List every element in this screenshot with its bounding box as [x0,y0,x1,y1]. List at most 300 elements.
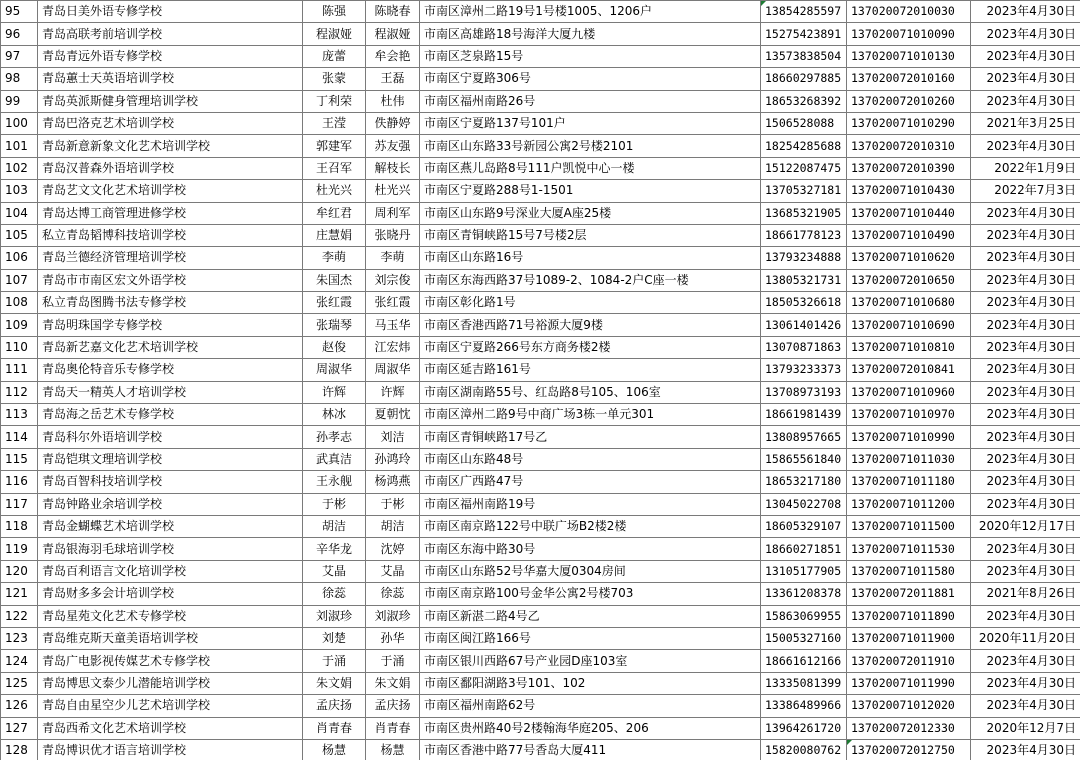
school-address-cell[interactable]: 市南区山东路33号新园公寓2号楼2101 [420,135,761,157]
phone-number-cell[interactable]: 15122087475 [761,157,847,179]
phone-number-cell[interactable]: 13105177905 [761,560,847,582]
principal-name-cell[interactable]: 刘宗俊 [366,269,420,291]
license-number-cell[interactable]: 137020071010690 [847,314,971,336]
phone-number-cell[interactable]: 18653268392 [761,90,847,112]
legal-representative-cell[interactable]: 庄慧娟 [303,224,366,246]
legal-representative-cell[interactable]: 李萌 [303,247,366,269]
principal-name-cell[interactable]: 朱文娟 [366,672,420,694]
principal-name-cell[interactable]: 杨慧 [366,739,420,760]
expiry-date-cell[interactable]: 2023年4月30日 [971,336,1080,358]
license-number-cell[interactable]: 137020072011881 [847,583,971,605]
school-address-cell[interactable]: 市南区香港中路77号香岛大厦411 [420,739,761,760]
license-number-cell[interactable]: 137020072012330 [847,717,971,739]
row-number-cell[interactable]: 96 [1,23,38,45]
expiry-date-cell[interactable]: 2022年1月9日 [971,157,1080,179]
table-row [1,1,1080,23]
principal-name-cell[interactable]: 马玉华 [366,314,420,336]
row-number-cell[interactable]: 119 [1,538,38,560]
cell-error-indicator [761,1,766,6]
legal-representative-cell[interactable]: 庞蕾 [303,45,366,67]
principal-name-cell[interactable]: 张晓丹 [366,224,420,246]
school-name-cell[interactable]: 青岛蕙士天英语培训学校 [38,68,303,90]
license-number-cell[interactable]: 137020072010310 [847,135,971,157]
expiry-date-cell[interactable]: 2023年4月30日 [971,45,1080,67]
legal-representative-cell[interactable]: 王召军 [303,157,366,179]
table-row [1,560,1080,582]
phone-number-cell[interactable]: 13361208378 [761,583,847,605]
table-row [1,538,1080,560]
phone-number-cell[interactable]: 1506528088 [761,112,847,134]
license-number-cell[interactable]: 137020071011900 [847,627,971,649]
principal-name-cell[interactable]: 胡洁 [366,515,420,537]
phone-number-cell[interactable]: 18254285688 [761,135,847,157]
row-number-cell[interactable]: 113 [1,404,38,426]
school-address-cell[interactable]: 市南区闽江路166号 [420,627,761,649]
row-number-cell[interactable]: 97 [1,45,38,67]
principal-name-cell[interactable]: 孟庆扬 [366,695,420,717]
school-address-cell[interactable]: 市南区山东路52号华嘉大厦0304房间 [420,560,761,582]
school-address-cell[interactable]: 市南区青铜峡路17号乙 [420,426,761,448]
school-address-cell[interactable]: 市南区新湛二路4号乙 [420,605,761,627]
school-name-cell[interactable]: 青岛百智科技培训学校 [38,471,303,493]
license-number-cell[interactable]: 137020071011500 [847,515,971,537]
license-number-cell[interactable]: 137020071010620 [847,247,971,269]
license-number-cell[interactable]: 137020071011990 [847,672,971,694]
expiry-date-cell[interactable]: 2023年4月30日 [971,672,1080,694]
row-number-cell[interactable]: 124 [1,650,38,672]
license-number-cell[interactable]: 137020071011180 [847,471,971,493]
school-name-cell[interactable]: 青岛汉普森外语培训学校 [38,157,303,179]
principal-name-cell[interactable]: 陈晓春 [366,1,420,23]
school-address-cell[interactable]: 市南区银川西路67号产业园D座103室 [420,650,761,672]
expiry-date-cell[interactable]: 2023年4月30日 [971,292,1080,314]
principal-name-cell[interactable]: 于彬 [366,493,420,515]
expiry-date-cell[interactable]: 2023年4月30日 [971,202,1080,224]
phone-number-cell[interactable]: 15820080762 [761,739,847,760]
row-number-cell[interactable]: 101 [1,135,38,157]
license-number-cell[interactable]: 137020071010090 [847,23,971,45]
legal-representative-cell[interactable]: 赵俊 [303,336,366,358]
legal-representative-cell[interactable]: 杨慧 [303,739,366,760]
principal-name-cell[interactable]: 张红霞 [366,292,420,314]
school-address-cell[interactable]: 市南区贵州路40号2楼翰海华庭205、206 [420,717,761,739]
phone-number-cell[interactable]: 13705327181 [761,180,847,202]
legal-representative-cell[interactable]: 陈强 [303,1,366,23]
school-name-cell[interactable]: 青岛高联考前培训学校 [38,23,303,45]
school-address-cell[interactable]: 市南区香港西路71号裕源大厦9楼 [420,314,761,336]
principal-name-cell[interactable]: 肖青春 [366,717,420,739]
school-name-cell[interactable]: 青岛艺文文化艺术培训学校 [38,180,303,202]
table-row [1,224,1080,246]
row-number-cell[interactable]: 116 [1,471,38,493]
license-number-cell[interactable]: 137020072010841 [847,359,971,381]
row-number-cell[interactable]: 103 [1,180,38,202]
expiry-date-cell[interactable]: 2021年3月25日 [971,112,1080,134]
phone-number-cell[interactable]: 18660271851 [761,538,847,560]
legal-representative-cell[interactable]: 孟庆扬 [303,695,366,717]
table-row [1,202,1080,224]
phone-number-cell[interactable]: 18661612166 [761,650,847,672]
legal-representative-cell[interactable]: 肖青春 [303,717,366,739]
legal-representative-cell[interactable]: 林冰 [303,404,366,426]
row-number-cell[interactable]: 107 [1,269,38,291]
expiry-date-cell[interactable]: 2023年4月30日 [971,650,1080,672]
school-name-cell[interactable]: 青岛天一精英人才培训学校 [38,381,303,403]
legal-representative-cell[interactable]: 许辉 [303,381,366,403]
school-address-cell[interactable]: 市南区福州南路62号 [420,695,761,717]
license-number-cell[interactable]: 137020071010440 [847,202,971,224]
license-number-cell[interactable]: 137020071011580 [847,560,971,582]
phone-number-cell[interactable]: 13805321731 [761,269,847,291]
license-number-cell[interactable]: 137020071010490 [847,224,971,246]
expiry-date-cell[interactable]: 2023年4月30日 [971,471,1080,493]
legal-representative-cell[interactable]: 王永舰 [303,471,366,493]
table-row [1,739,1080,760]
principal-name-cell[interactable]: 周淑华 [366,359,420,381]
school-name-cell[interactable]: 青岛新艺嘉文化艺术培训学校 [38,336,303,358]
school-address-cell[interactable]: 市南区东海西路37号1089-2、1084-2户C座一楼 [420,269,761,291]
license-number-cell[interactable]: 137020071012020 [847,695,971,717]
school-address-cell[interactable]: 市南区芝泉路15号 [420,45,761,67]
principal-name-cell[interactable]: 杜伟 [366,90,420,112]
row-number-cell[interactable]: 122 [1,605,38,627]
principal-name-cell[interactable]: 杨鸿燕 [366,471,420,493]
expiry-date-cell[interactable]: 2023年4月30日 [971,135,1080,157]
license-number-cell[interactable]: 137020071010990 [847,426,971,448]
phone-number-cell[interactable]: 13708973193 [761,381,847,403]
phone-number-cell[interactable]: 13045022708 [761,493,847,515]
school-name-cell[interactable]: 青岛财多多会计培训学校 [38,583,303,605]
table-row [1,180,1080,202]
expiry-date-cell[interactable]: 2023年4月30日 [971,739,1080,760]
principal-name-cell[interactable]: 艾晶 [366,560,420,582]
principal-name-cell[interactable]: 夏朝忱 [366,404,420,426]
license-number-cell[interactable]: 137020071010960 [847,381,971,403]
principal-name-cell[interactable]: 于涌 [366,650,420,672]
legal-representative-cell[interactable]: 朱文娟 [303,672,366,694]
school-address-cell[interactable]: 市南区福州南路19号 [420,493,761,515]
expiry-date-cell[interactable]: 2023年4月30日 [971,90,1080,112]
row-number-cell[interactable]: 108 [1,292,38,314]
school-name-cell[interactable]: 青岛英派斯健身管理培训学校 [38,90,303,112]
school-address-cell[interactable]: 市南区广西路47号 [420,471,761,493]
legal-representative-cell[interactable]: 周淑华 [303,359,366,381]
license-number-cell[interactable]: 137020071010810 [847,336,971,358]
principal-name-cell[interactable]: 孙鸿玲 [366,448,420,470]
phone-number-cell[interactable]: 13386489966 [761,695,847,717]
school-address-cell[interactable]: 市南区南京路100号金华公寓2号楼703 [420,583,761,605]
school-address-cell[interactable]: 市南区宁夏路288号1-1501 [420,180,761,202]
row-number-cell[interactable]: 114 [1,426,38,448]
phone-number-cell[interactable]: 13335081399 [761,672,847,694]
license-number-cell[interactable]: 137020071010680 [847,292,971,314]
school-name-cell[interactable]: 青岛广电影视传媒艺术专修学校 [38,650,303,672]
row-number-cell[interactable]: 105 [1,224,38,246]
license-number-cell[interactable]: 137020071011200 [847,493,971,515]
principal-name-cell[interactable]: 程淑娅 [366,23,420,45]
row-number-cell[interactable]: 112 [1,381,38,403]
expiry-date-cell[interactable]: 2023年4月30日 [971,448,1080,470]
legal-representative-cell[interactable]: 王滢 [303,112,366,134]
expiry-date-cell[interactable]: 2023年4月30日 [971,695,1080,717]
principal-name-cell[interactable]: 刘淑珍 [366,605,420,627]
legal-representative-cell[interactable]: 牟红君 [303,202,366,224]
table-row [1,112,1080,134]
expiry-date-cell[interactable]: 2023年4月30日 [971,1,1080,23]
expiry-date-cell[interactable]: 2023年4月30日 [971,314,1080,336]
table-row [1,605,1080,627]
school-name-cell[interactable]: 青岛西希文化艺术培训学校 [38,717,303,739]
school-address-cell[interactable]: 市南区鄱阳湖路3号101、102 [420,672,761,694]
legal-representative-cell[interactable]: 朱国杰 [303,269,366,291]
table-row [1,672,1080,694]
school-name-cell[interactable]: 私立青岛图腾书法专修学校 [38,292,303,314]
principal-name-cell[interactable]: 解枝长 [366,157,420,179]
school-name-cell[interactable]: 青岛市市南区宏文外语学校 [38,269,303,291]
school-name-cell[interactable]: 青岛维克斯天童美语培训学校 [38,627,303,649]
expiry-date-cell[interactable]: 2020年11月20日 [971,627,1080,649]
school-address-cell[interactable]: 市南区漳州二路9号中商广场3栋一单元301 [420,404,761,426]
school-address-cell[interactable]: 市南区湖南路55号、红岛路8号105、106室 [420,381,761,403]
school-name-cell[interactable]: 私立青岛韬博科技培训学校 [38,224,303,246]
license-number-cell[interactable]: 137020071010290 [847,112,971,134]
school-address-cell[interactable]: 市南区彰化路1号 [420,292,761,314]
license-number-cell[interactable]: 137020071011890 [847,605,971,627]
expiry-date-cell[interactable]: 2022年7月3日 [971,180,1080,202]
row-number-cell[interactable]: 95 [1,1,38,23]
school-name-cell[interactable]: 青岛自由星空少儿艺术培训学校 [38,695,303,717]
row-number-cell[interactable]: 110 [1,336,38,358]
phone-number-cell[interactable]: 13964261720 [761,717,847,739]
school-name-cell[interactable]: 青岛金蝴蝶艺术培训学校 [38,515,303,537]
principal-name-cell[interactable]: 李萌 [366,247,420,269]
school-name-cell[interactable]: 青岛达博工商管理进修学校 [38,202,303,224]
school-address-cell[interactable]: 市南区南京路122号中联广场B2楼2楼 [420,515,761,537]
row-number-cell[interactable]: 111 [1,359,38,381]
phone-number-cell[interactable]: 15865561840 [761,448,847,470]
principal-name-cell[interactable]: 杜光兴 [366,180,420,202]
school-address-cell[interactable]: 市南区燕儿岛路8号111户凯悦中心一楼 [420,157,761,179]
expiry-date-cell[interactable]: 2020年12月17日 [971,515,1080,537]
school-name-cell[interactable]: 青岛明珠国学专修学校 [38,314,303,336]
row-number-cell[interactable]: 102 [1,157,38,179]
school-name-cell[interactable]: 青岛奥伦特音乐专修学校 [38,359,303,381]
school-name-cell[interactable]: 青岛博思文泰少儿潜能培训学校 [38,672,303,694]
expiry-date-cell[interactable]: 2020年12月7日 [971,717,1080,739]
license-number-cell[interactable]: 137020071011530 [847,538,971,560]
cell-error-indicator [847,740,852,745]
phone-number-cell[interactable]: 13793234888 [761,247,847,269]
phone-number-cell[interactable]: 18661778123 [761,224,847,246]
school-address-cell[interactable]: 市南区山东路16号 [420,247,761,269]
row-number-cell[interactable]: 128 [1,739,38,760]
table-row [1,157,1080,179]
principal-name-cell[interactable]: 沈婷 [366,538,420,560]
principal-name-cell[interactable]: 江宏炜 [366,336,420,358]
legal-representative-cell[interactable]: 徐蕊 [303,583,366,605]
school-address-cell[interactable]: 市南区山东路9号深业大厦A座25楼 [420,202,761,224]
school-name-cell[interactable]: 青岛科尔外语培训学校 [38,426,303,448]
expiry-date-cell[interactable]: 2023年4月30日 [971,560,1080,582]
table-row [1,292,1080,314]
row-number-cell[interactable]: 117 [1,493,38,515]
row-number-cell[interactable]: 109 [1,314,38,336]
school-name-cell[interactable]: 青岛星苑文化艺术专修学校 [38,605,303,627]
school-name-cell[interactable]: 青岛百利语言文化培训学校 [38,560,303,582]
row-number-cell[interactable]: 99 [1,90,38,112]
phone-number-cell[interactable]: 15275423891 [761,23,847,45]
phone-number-cell[interactable]: 13854285597 [761,1,847,23]
license-number-cell[interactable]: 137020072010160 [847,68,971,90]
expiry-date-cell[interactable]: 2023年4月30日 [971,538,1080,560]
legal-representative-cell[interactable]: 杜光兴 [303,180,366,202]
phone-number-cell[interactable]: 15005327160 [761,627,847,649]
row-number-cell[interactable]: 118 [1,515,38,537]
school-address-cell[interactable]: 市南区青铜峡路15号7号楼2层 [420,224,761,246]
row-number-cell[interactable]: 100 [1,112,38,134]
principal-name-cell[interactable]: 苏友强 [366,135,420,157]
legal-representative-cell[interactable]: 武真洁 [303,448,366,470]
principal-name-cell[interactable]: 牟会艳 [366,45,420,67]
license-number-cell[interactable]: 137020072010260 [847,90,971,112]
row-number-cell[interactable]: 121 [1,583,38,605]
legal-representative-cell[interactable]: 张红霞 [303,292,366,314]
school-name-cell[interactable]: 青岛博识优才语言培训学校 [38,739,303,760]
legal-representative-cell[interactable]: 辛华龙 [303,538,366,560]
table-row [1,650,1080,672]
table-row [1,695,1080,717]
phone-number-cell[interactable]: 13793233373 [761,359,847,381]
expiry-date-cell[interactable]: 2023年4月30日 [971,493,1080,515]
expiry-date-cell[interactable]: 2023年4月30日 [971,247,1080,269]
table-row [1,45,1080,67]
license-number-cell[interactable]: 137020071010970 [847,404,971,426]
table-row [1,381,1080,403]
phone-number-cell[interactable]: 18605329107 [761,515,847,537]
phone-number-cell[interactable]: 13573838504 [761,45,847,67]
principal-name-cell[interactable]: 徐蕊 [366,583,420,605]
school-name-cell[interactable]: 青岛青远外语专修学校 [38,45,303,67]
phone-number-cell[interactable]: 13061401426 [761,314,847,336]
school-address-cell[interactable]: 市南区宁夏路137号101户 [420,112,761,134]
school-name-cell[interactable]: 青岛新意新象文化艺术培训学校 [38,135,303,157]
table-row [1,426,1080,448]
row-number-cell[interactable]: 115 [1,448,38,470]
legal-representative-cell[interactable]: 刘楚 [303,627,366,649]
principal-name-cell[interactable]: 孙华 [366,627,420,649]
phone-number-cell[interactable]: 15863069955 [761,605,847,627]
legal-representative-cell[interactable]: 孙孝志 [303,426,366,448]
legal-representative-cell[interactable]: 于彬 [303,493,366,515]
principal-name-cell[interactable]: 佚静婷 [366,112,420,134]
phone-number-cell[interactable]: 13685321905 [761,202,847,224]
phone-number-cell[interactable]: 18661981439 [761,404,847,426]
school-address-cell[interactable]: 市南区东海中路30号 [420,538,761,560]
license-number-cell[interactable]: 137020071010130 [847,45,971,67]
row-number-cell[interactable]: 106 [1,247,38,269]
school-address-cell[interactable]: 市南区宁夏路266号东方商务楼2楼 [420,336,761,358]
expiry-date-cell[interactable]: 2023年4月30日 [971,404,1080,426]
school-address-cell[interactable]: 市南区宁夏路306号 [420,68,761,90]
phone-number-cell[interactable]: 13808957665 [761,426,847,448]
row-number-cell[interactable]: 125 [1,672,38,694]
legal-representative-cell[interactable]: 郭建军 [303,135,366,157]
phone-number-cell[interactable]: 18660297885 [761,68,847,90]
legal-representative-cell[interactable]: 张瑞琴 [303,314,366,336]
principal-name-cell[interactable]: 许辉 [366,381,420,403]
expiry-date-cell[interactable]: 2023年4月30日 [971,605,1080,627]
legal-representative-cell[interactable]: 艾晶 [303,560,366,582]
school-name-cell[interactable]: 青岛钟路业余培训学校 [38,493,303,515]
principal-name-cell[interactable]: 周利军 [366,202,420,224]
expiry-date-cell[interactable]: 2023年4月30日 [971,426,1080,448]
table-row [1,269,1080,291]
license-number-cell[interactable]: 137020072011910 [847,650,971,672]
phone-number-cell[interactable]: 18653217180 [761,471,847,493]
row-number-cell[interactable]: 104 [1,202,38,224]
license-number-cell[interactable]: 137020072012750 [847,739,971,760]
school-address-cell[interactable]: 市南区延吉路161号 [420,359,761,381]
legal-representative-cell[interactable]: 张蒙 [303,68,366,90]
row-number-cell[interactable]: 98 [1,68,38,90]
school-name-cell[interactable]: 青岛银海羽毛球培训学校 [38,538,303,560]
table-row [1,627,1080,649]
expiry-date-cell[interactable]: 2023年4月30日 [971,68,1080,90]
expiry-date-cell[interactable]: 2023年4月30日 [971,23,1080,45]
school-name-cell[interactable]: 青岛海之岳艺术专修学校 [38,404,303,426]
table-row [1,471,1080,493]
school-name-cell[interactable]: 青岛巴洛克艺术培训学校 [38,112,303,134]
legal-representative-cell[interactable]: 丁利荣 [303,90,366,112]
table-row [1,135,1080,157]
phone-number-cell[interactable]: 18505326618 [761,292,847,314]
school-name-cell[interactable]: 青岛兰德经济管理培训学校 [38,247,303,269]
table-row [1,90,1080,112]
principal-name-cell[interactable]: 刘洁 [366,426,420,448]
table-row [1,23,1080,45]
license-number-cell[interactable]: 137020071011030 [847,448,971,470]
expiry-date-cell[interactable]: 2023年4月30日 [971,269,1080,291]
phone-number-cell[interactable]: 13070871863 [761,336,847,358]
expiry-date-cell[interactable]: 2023年4月30日 [971,359,1080,381]
license-number-cell[interactable]: 137020072010390 [847,157,971,179]
table-row [1,336,1080,358]
row-number-cell[interactable]: 127 [1,717,38,739]
principal-name-cell[interactable]: 王磊 [366,68,420,90]
row-number-cell[interactable]: 126 [1,695,38,717]
row-number-cell[interactable]: 123 [1,627,38,649]
table-row [1,247,1080,269]
school-address-cell[interactable]: 市南区高雄路18号海洋大厦九楼 [420,23,761,45]
expiry-date-cell[interactable]: 2023年4月30日 [971,224,1080,246]
school-address-cell[interactable]: 市南区福州南路26号 [420,90,761,112]
legal-representative-cell[interactable]: 程淑娅 [303,23,366,45]
legal-representative-cell[interactable]: 胡洁 [303,515,366,537]
school-address-cell[interactable]: 市南区漳州二路19号1号楼1005、1206户 [420,1,761,23]
license-number-cell[interactable]: 137020072010030 [847,1,971,23]
license-number-cell[interactable]: 137020071010430 [847,180,971,202]
school-address-cell[interactable]: 市南区山东路48号 [420,448,761,470]
legal-representative-cell[interactable]: 于涌 [303,650,366,672]
school-name-cell[interactable]: 青岛日美外语专修学校 [38,1,303,23]
license-number-cell[interactable]: 137020072010650 [847,269,971,291]
legal-representative-cell[interactable]: 刘淑珍 [303,605,366,627]
table-body [1,1,1080,760]
expiry-date-cell[interactable]: 2021年8月26日 [971,583,1080,605]
row-number-cell[interactable]: 120 [1,560,38,582]
school-name-cell[interactable]: 青岛铠琪文理培训学校 [38,448,303,470]
expiry-date-cell[interactable]: 2023年4月30日 [971,381,1080,403]
